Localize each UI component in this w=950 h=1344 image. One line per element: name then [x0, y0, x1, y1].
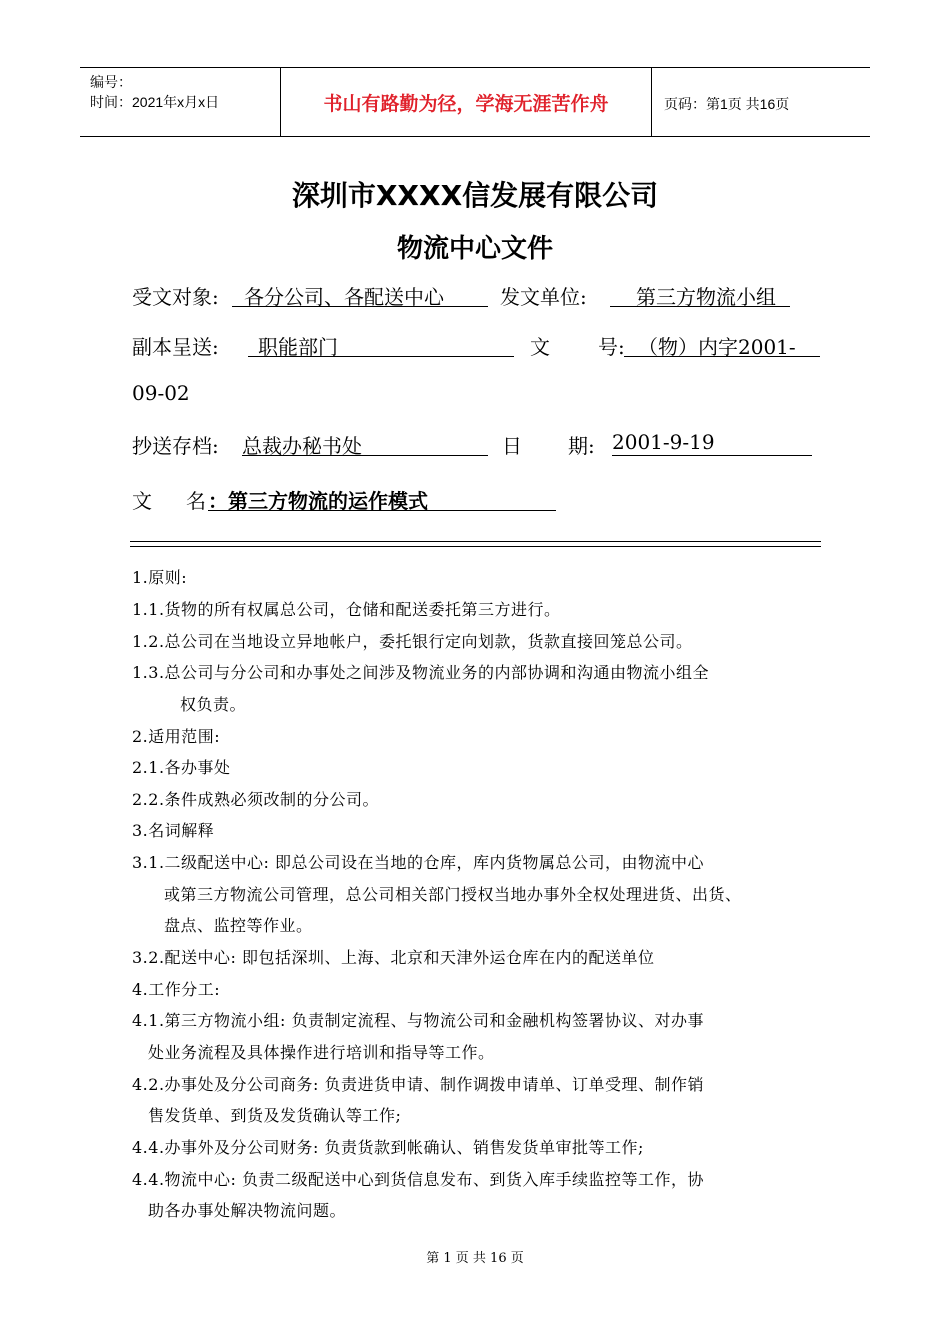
date-label-part2: 期: [568, 434, 595, 458]
body-line: 3.2.配送中心: 即包括深圳、上海、北京和天津外运仓库在内的配送单位 [132, 948, 655, 967]
document-name-value: ：第三方物流的运作模式 [208, 485, 556, 511]
body-line: 4.4.物流中心: 负责二级配送中心到货信息发布、到货入库手续监控等工作，协 [132, 1170, 705, 1189]
docno-value-continued: 09-02 [132, 381, 190, 405]
recipient-label: 受文对象: [132, 285, 219, 309]
body-line: 4.工作分工: [132, 980, 221, 999]
section-divider [130, 541, 821, 547]
docno-value: （物）内字2001- [624, 331, 820, 357]
body-line: 处业务流程及具体操作进行培训和指导等工作。 [148, 1043, 495, 1062]
body-line: 1.3.总公司与分公司和办事处之间涉及物流业务的内部协调和沟通由物流小组全 [132, 663, 710, 682]
body-line: 1.原则: [132, 568, 188, 587]
number-label: 编号： [90, 74, 132, 90]
body-line: 权负责。 [180, 695, 247, 714]
archive-value: 总裁办秘书处 [242, 430, 488, 456]
body-line: 1.1.货物的所有权属总公司，仓储和配送委托第三方进行。 [132, 600, 561, 619]
page-footer: 第 1 页 共 16 页 [426, 1251, 524, 1266]
date-value: 2001-9-19 [612, 430, 812, 456]
cc-value: 职能部门 [248, 331, 514, 357]
body-line: 4.1.第三方物流小组: 负责制定流程、与物流公司和金融机构签署协议、对办事 [132, 1011, 705, 1030]
archive-label: 抄送存档: [132, 434, 219, 458]
company-title: 深圳市XXXX信发展有限公司 [291, 179, 659, 212]
docno-label-part2: 号: [598, 335, 625, 359]
page-indicator: 页码：第1页 共16页 [664, 96, 790, 112]
body-line: 2.适用范围: [132, 727, 221, 746]
body-line: 4.4.办事外及分公司财务: 负责货款到帐确认、销售发货单审批等工作; [132, 1138, 644, 1157]
recipient-value: 各分公司、各配送中心 [232, 281, 488, 307]
time-label: 时间：2021年x月x日 [90, 94, 220, 110]
motto: 书山有路勤为径，学海无涯苦作舟 [281, 68, 652, 136]
issuer-value: 第三方物流小组 [610, 281, 790, 307]
document-type-title: 物流中心文件 [396, 234, 553, 264]
body-line: 2.2.条件成熟必须改制的分公司。 [132, 790, 380, 809]
body-line: 或第三方物流公司管理，总公司相关部门授权当地办事外全权处理进货、出货、 [164, 885, 742, 904]
body-line: 2.1.各办事处 [132, 758, 231, 777]
cc-label: 副本呈送: [132, 335, 219, 359]
body-line: 助各办事处解决物流问题。 [148, 1201, 347, 1220]
body-line: 售发货单、到货及发货确认等工作; [148, 1106, 402, 1125]
docno-label-part1: 文 [530, 335, 550, 359]
date-label-part1: 日 [502, 434, 522, 458]
body-line: 3.1.二级配送中心: 即总公司设在当地的仓库，库内货物属总公司，由物流中心 [132, 853, 705, 872]
body-line: 1.2.总公司在当地设立异地帐户，委托银行定向划款，货款直接回笼总公司。 [132, 632, 693, 651]
header-meta-cell [80, 68, 281, 136]
body-line: 3.名词解释 [132, 821, 215, 840]
body-line: 盘点、监控等作业。 [164, 916, 313, 935]
name-label-part2: 名 [186, 489, 206, 513]
name-label-part1: 文 [132, 489, 152, 513]
body-line: 4.2.办事处及分公司商务: 负责进货申请、制作调拨申请单、订单受理、制作销 [132, 1075, 705, 1094]
issuer-label: 发文单位: [500, 285, 587, 309]
document-header [80, 67, 870, 137]
